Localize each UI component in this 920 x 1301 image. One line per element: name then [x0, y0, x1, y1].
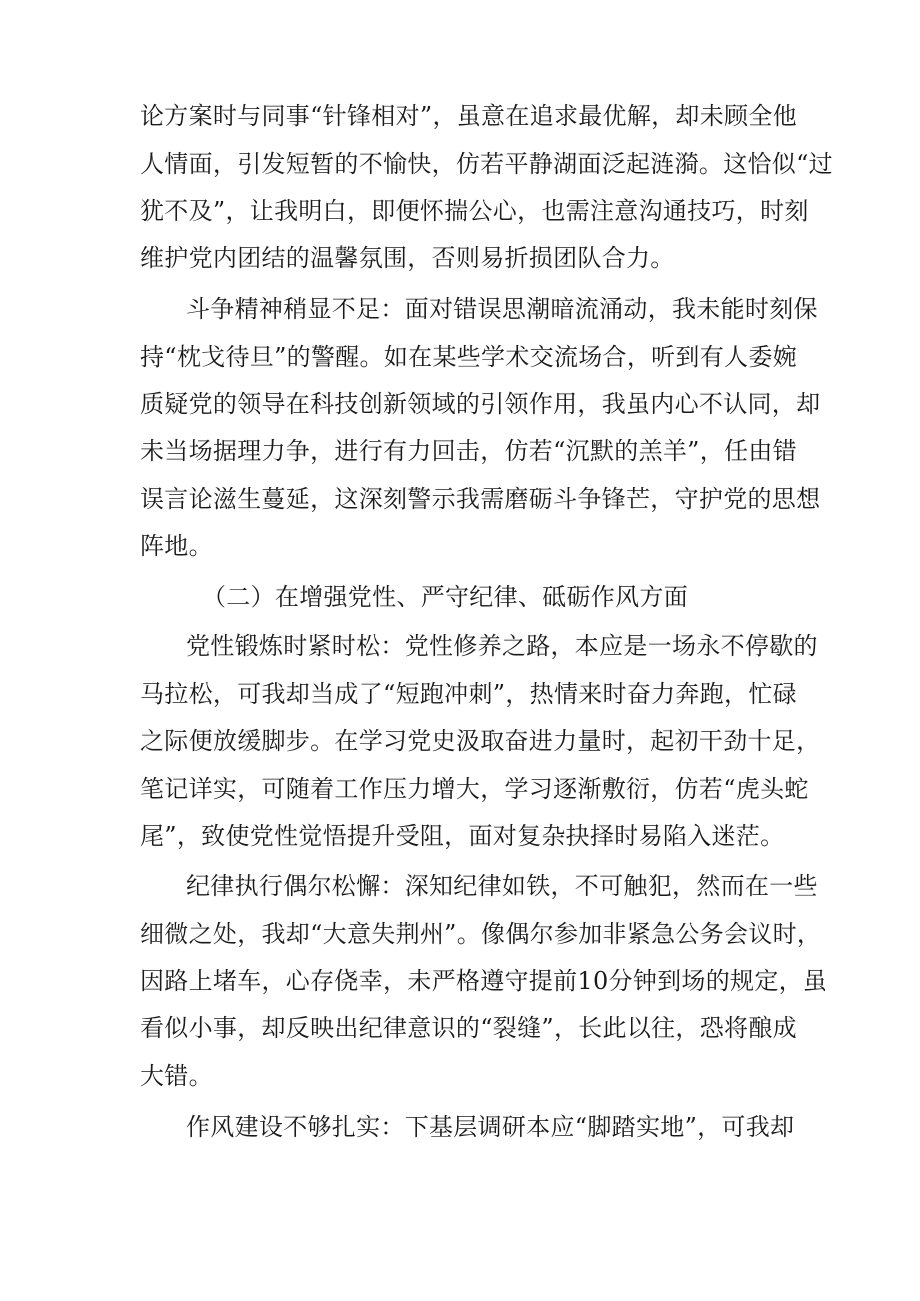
text-line: 质疑党的领导在科技创新领域的引领作用，我虽内心不认同，却: [140, 390, 821, 418]
text-line: 看似小事，却反映出纪律意识的“裂缝”，长此以往，恐将酿成: [140, 1014, 797, 1042]
text-line: 党性锻炼时紧时松：党性修养之路，本应是一场永不停歇的: [186, 632, 818, 660]
text-line: 持“枕戈待旦”的警醒。如在某些学术交流场合，听到有人委婉: [140, 343, 797, 371]
text-line: 阵地。: [140, 532, 213, 560]
text-line: 误言论滋生蔓延，这深刻警示我需磨砺斗争锋芒，守护党的思想: [140, 485, 821, 513]
text-line: 大错。: [140, 1062, 213, 1090]
text-line: 细微之处，我却“大意失荆州”。像偶尔参加非紧急公务会议时，: [140, 920, 822, 948]
text-line: 纪律执行偶尔松懈：深知纪律如铁，不可触犯，然而在一些: [186, 872, 818, 900]
text-line: 人情面，引发短暂的不愉快，仿若平静湖面泛起涟漪。这恰似“过: [140, 150, 833, 178]
section-heading: （二）在增强党性、严守纪律、砥砺作风方面: [202, 583, 688, 611]
text-line: 作风建设不够扎实：下基层调研本应“脚踏实地”，可我却: [186, 1113, 795, 1141]
text-line: 之际便放缓脚步。在学习党史汲取奋进力量时，起初干劲十足，: [140, 727, 821, 755]
text-line: 维护党内团结的温馨氛围，否则易折损团队合力。: [140, 244, 675, 272]
text-line: 马拉松，可我却当成了“短跑冲刺”，热情来时奋力奔跑，忙碌: [140, 680, 797, 708]
text-line: 斗争精神稍显不足：面对错误思潮暗流涌动，我未能时刻保: [186, 295, 818, 323]
text-line: 因路上堵车，心存侥幸，未严格遵守提前10分钟到场的规定，虽: [140, 967, 828, 995]
text-line: 尾”，致使党性觉悟提升受阻，面对复杂抉择时易陷入迷茫。: [140, 822, 785, 850]
text-line: 论方案时与同事“针锋相对”，虽意在追求最优解，却未顾全他: [140, 102, 797, 130]
text-line: 笔记详实，可随着工作压力增大，学习逐渐敷衍，仿若“虎头蛇: [140, 775, 809, 803]
text-line: 未当场据理力争，进行有力回击，仿若“沉默的羔羊”，任由错: [140, 437, 797, 465]
text-line: 犹不及”，让我明白，即便怀揣公心，也需注意沟通技巧，时刻: [140, 197, 809, 225]
